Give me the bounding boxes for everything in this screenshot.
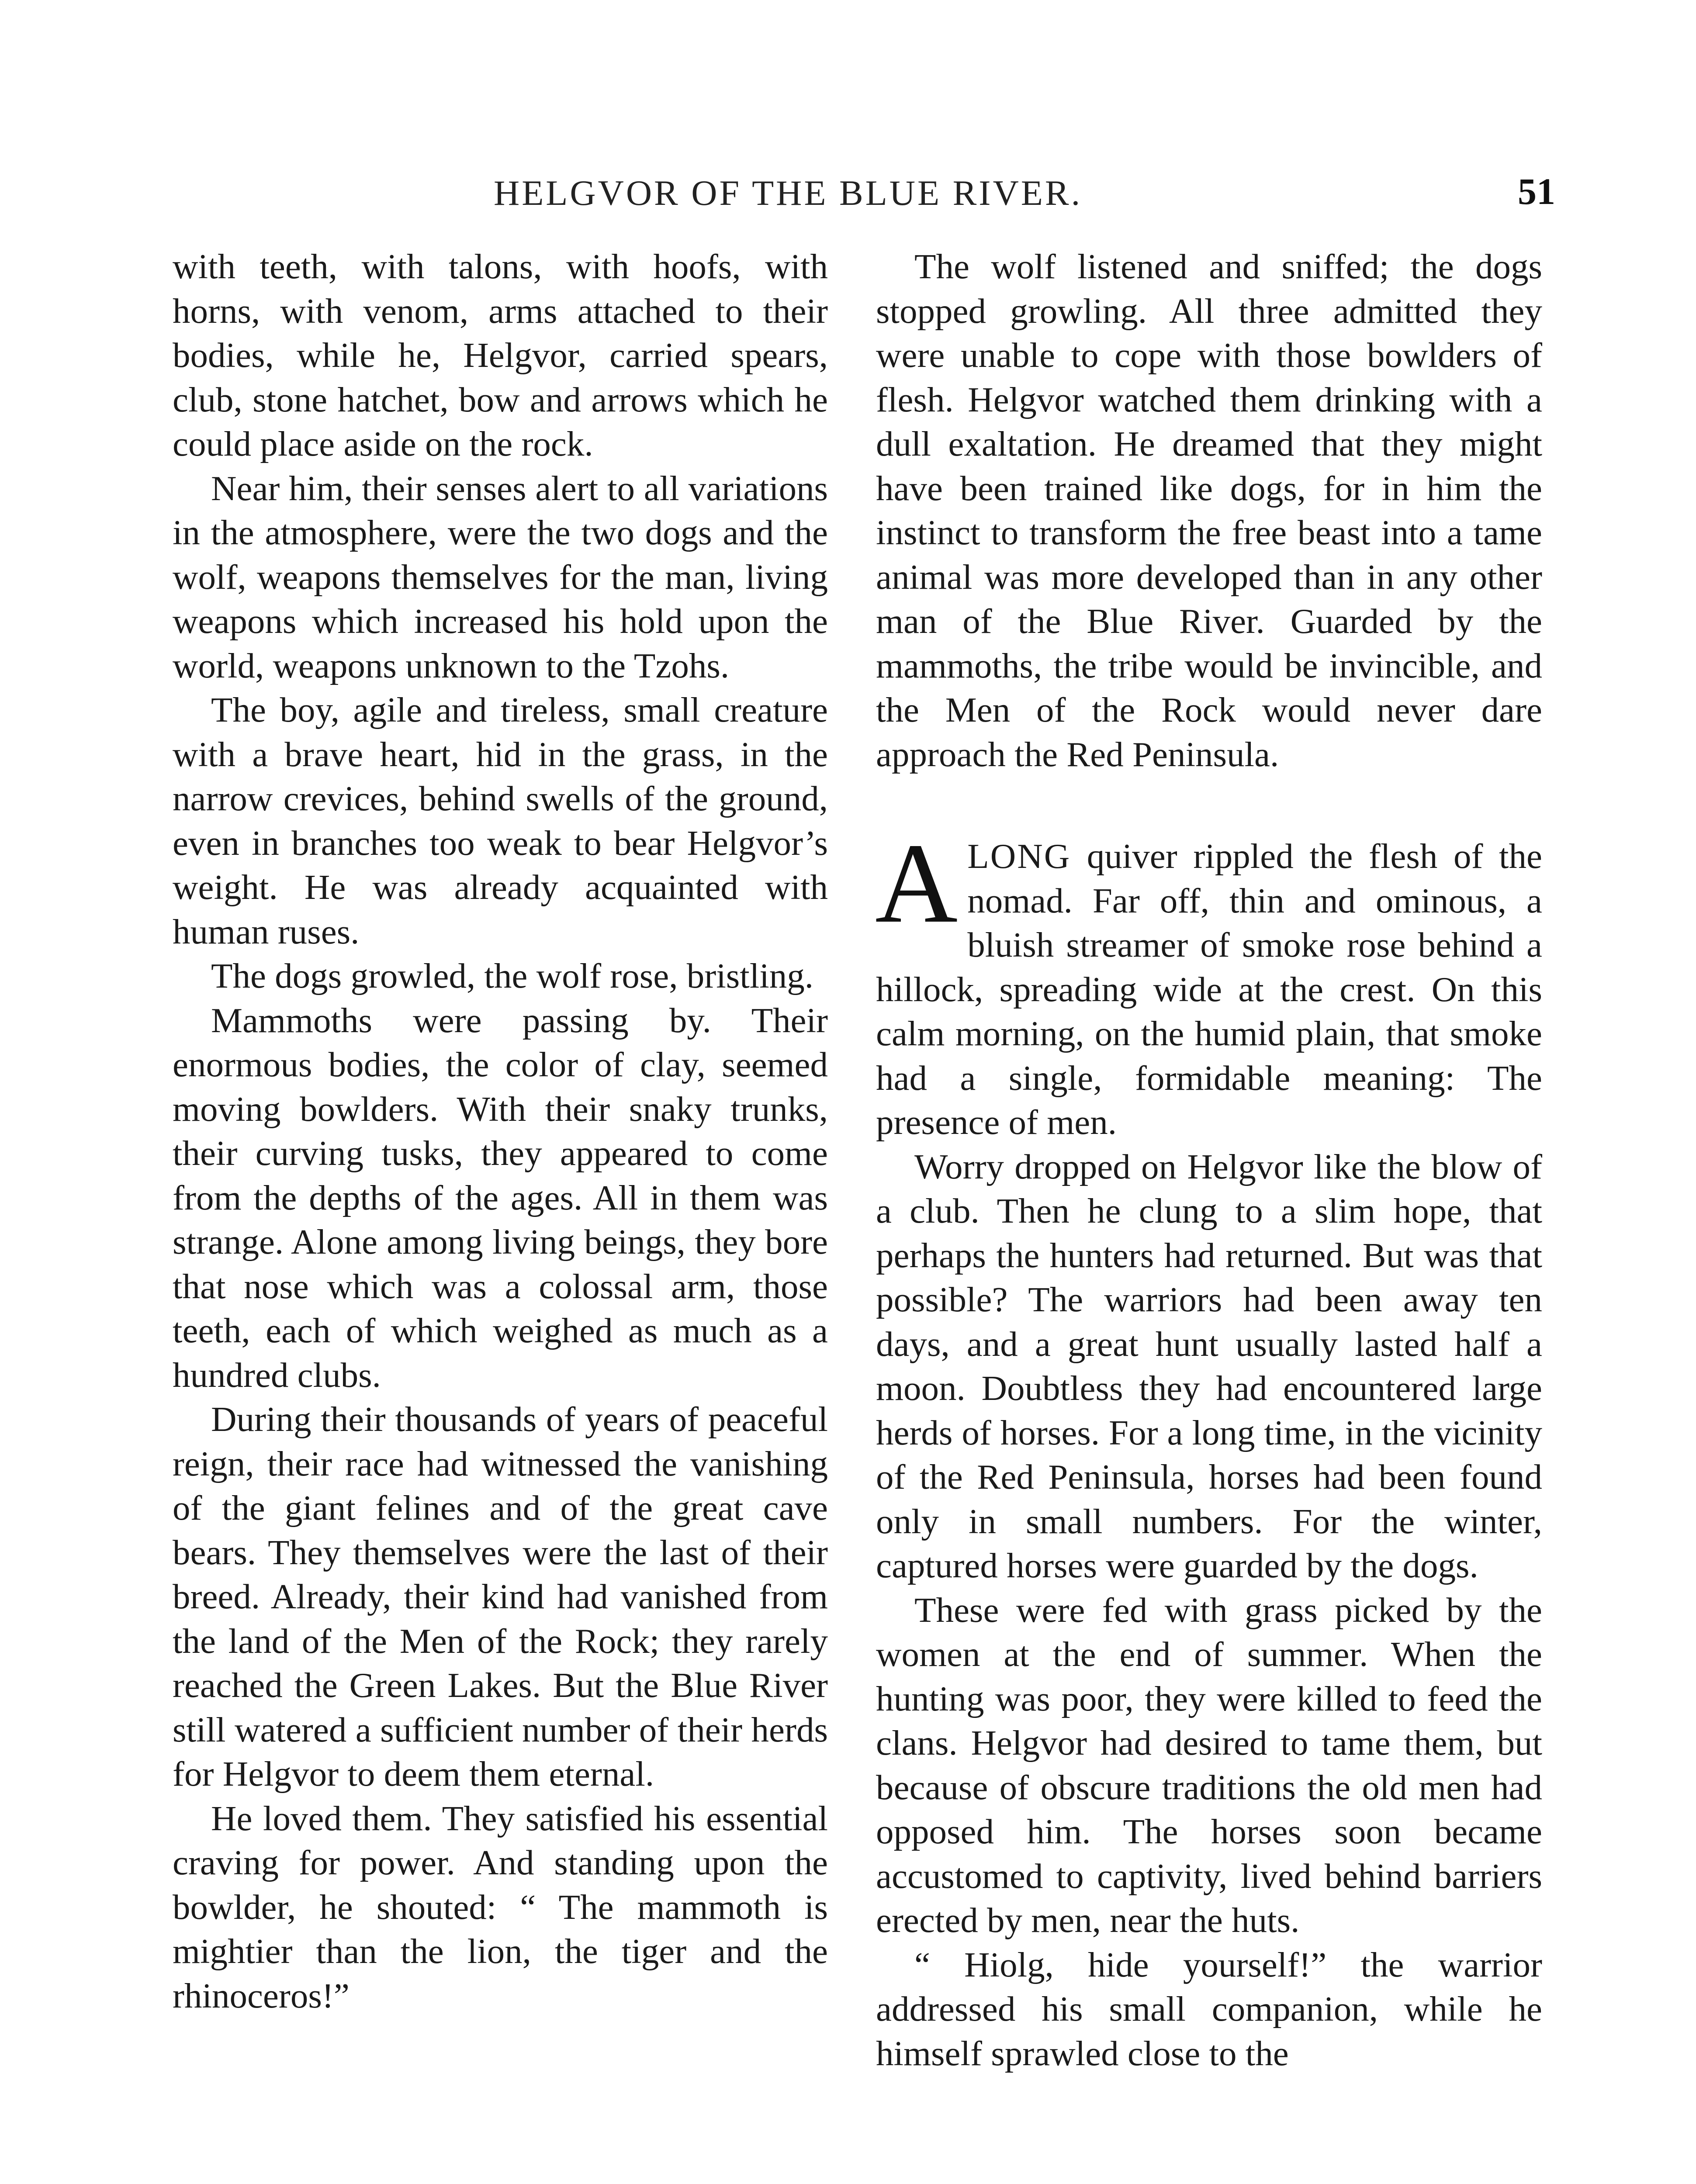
paragraph: Near him, their senses alert to all variations in the atmosphere, were the two dogs and the wolf, weapons themselves for the man, living weapons which increased his hold upon the world, weapons unknown to the Tzohs. [173, 468, 828, 685]
paragraph: Worry dropped on Helgvor like the blow of a club. Then he clung to a slim hope, that perhaps the hunters had returned. But was that possible? The warriors had been away ten days, and a great hunt usually lasted half a moon. Doubtless they had encountered large herds of horses. For a long time, in the vicinity of the Red Peninsula, horses had been found only in small numbers. For the winter, captured horses were guarded by the dogs. [876, 1147, 1542, 1585]
section-opening-paragraph [875, 820, 1542, 1145]
paragraph: These were fed with grass picked by the women at the end of summer. When the hunting was poor, they were killed to feed the clans. Helgvor had desired to tame them, but because of obscure traditions the old men had opposed him. The horses soon became accustomed to captivity, lived behind barriers erected by men, near the huts. [876, 1590, 1542, 1940]
paragraph: He loved them. They satisfied his essential craving for power. And standing upon the bowlder, he shouted: “ The mammoth is mightier than the lion, the tiger and the rhinoceros!” [173, 1798, 828, 2015]
section-break [876, 777, 1542, 834]
paragraph: Mammoths were passing by. Their enormous bodies, the color of clay, seemed moving bowlders. With their snaky trunks, their curving tusks, they appeared to come from the depths of the ages. All in them was strange. Alone among living beings, they bore that nose which was a colossal arm, those teeth, each of which weighed as much as a hundred clubs. [173, 1000, 828, 1395]
paragraph-text: quiver rippled the flesh of the nomad. Far off, thin and ominous, a bluish streamer of smoke rose behind a hillock, spreading wide at the crest. On this calm morning, on the humid plain, that smoke had a single, formidable meaning: The presence of men. [876, 836, 1542, 1142]
paragraph: The dogs growled, the wolf rose, bristling. [211, 956, 814, 995]
paragraph: with teeth, with talons, with hoofs, with horns, with venom, arms attached to their bodies, while he, Helgvor, carried spears, club, stone hatchet, bow and arrows which he could place aside on the rock. [173, 247, 828, 463]
paragraph: “ Hiolg, hide yourself!” the warrior addressed his small companion, while he himself sprawled close to the [876, 1945, 1542, 2073]
page-number: 51 [1518, 170, 1555, 212]
right-column [876, 245, 1542, 2076]
paragraph: The boy, agile and tireless, small creature with a brave heart, hid in the grass, in the narrow crevices, behind swells of the ground, even in branches too weak to bear Helgvor’s weight. He was already acquainted with human ruses. [173, 690, 828, 951]
running-title: HELGVOR OF THE BLUE RIVER. [494, 173, 1083, 213]
small-caps-lead: LONG [967, 836, 1071, 876]
paragraph: During their thousands of years of peaceful reign, their race had witnessed the vanishing of the giant felines and of the great cave bears. They themselves were the last of their breed. Already, their kind had vanished from the land of the Men of the Rock; they rarely reached the Green Lakes. But the Blue River still watered a sufficient number of their herds for Helgvor to deem them eternal. [173, 1400, 828, 1794]
drop-cap: A [875, 820, 958, 947]
paragraph: The wolf listened and sniffed; the dogs stopped growling. All three admitted they were unable to cope with those bowlders of flesh. Helgvor watched them drinking with a dull exaltation. He dreamed that they might have been trained like dogs, for in him the instinct to transform the free beast into a tame animal was more developed than in any other man of the Blue River. Guarded by the mammoths, the tribe would be invincible, and the Men of the Rock would never dare approach the Red Peninsula. [876, 247, 1542, 774]
left-column [173, 245, 828, 2018]
